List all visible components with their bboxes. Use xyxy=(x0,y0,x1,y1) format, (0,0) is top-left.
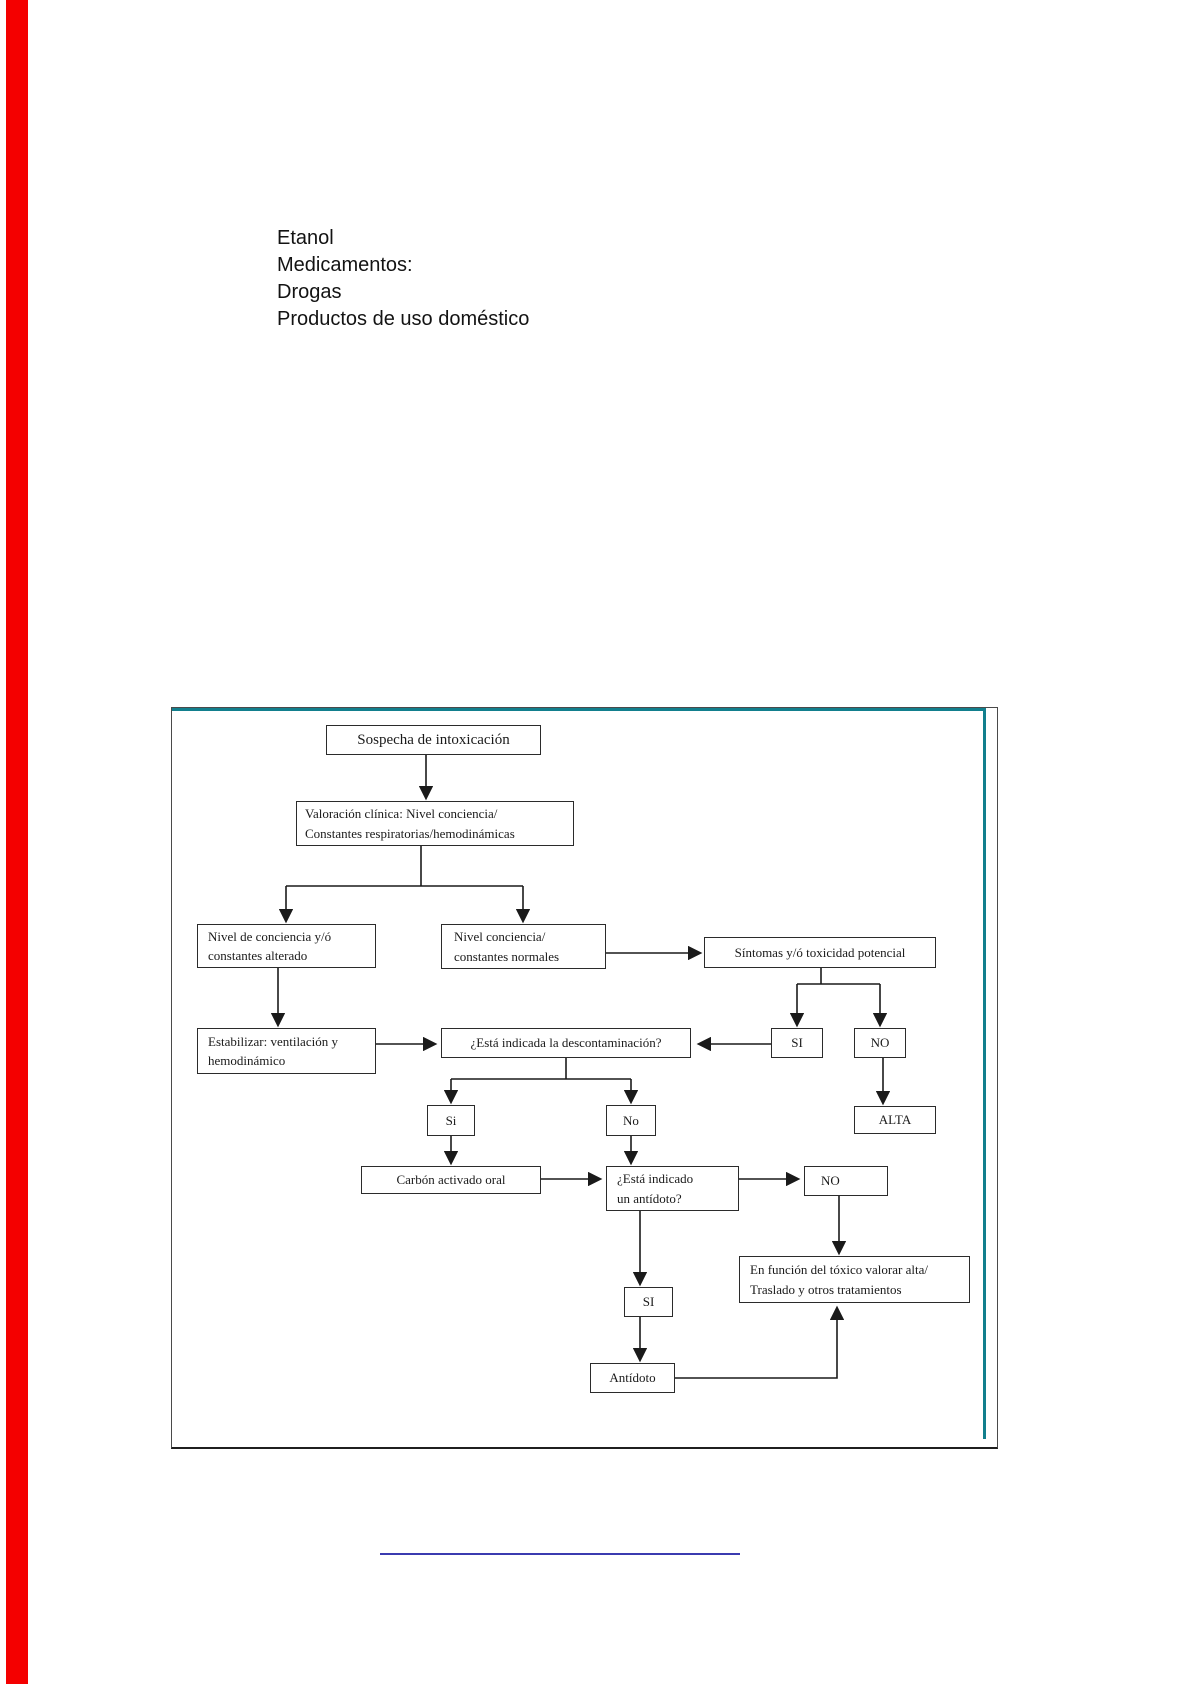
node-label: ALTA xyxy=(878,1112,912,1127)
node-si-mid xyxy=(427,1105,475,1136)
node-label: hemodinámico xyxy=(208,1053,286,1068)
node-label: Nivel conciencia/ xyxy=(454,929,546,944)
node-label: No xyxy=(623,1112,639,1128)
node-si-lower xyxy=(624,1287,673,1317)
node-label: En función del tóxico valorar alta/ xyxy=(750,1262,928,1277)
node-label: NO xyxy=(821,1173,840,1188)
node-nivel-normales xyxy=(441,924,606,969)
node-label: Nivel de conciencia y/ó xyxy=(208,928,332,944)
node-label: NO xyxy=(870,1035,890,1050)
footer-link-underline[interactable] xyxy=(380,1553,740,1555)
node-label: constantes alterado xyxy=(208,948,308,963)
node-en-funcion xyxy=(739,1256,970,1303)
intro-line: Productos de uso doméstico xyxy=(277,308,530,330)
node-si-upper xyxy=(771,1028,823,1058)
node-carbon-activado xyxy=(361,1166,541,1194)
node-label: ¿Está indicada la descontaminación? xyxy=(470,1035,662,1050)
flowchart xyxy=(172,708,997,1447)
intro-line: Medicamentos: xyxy=(277,254,413,276)
left-margin-bar xyxy=(6,0,28,1684)
node-valoracion-clinica xyxy=(296,801,574,846)
node-sintomas xyxy=(704,937,936,968)
node-label: Constantes respiratorias/hemodinámicas xyxy=(305,825,515,841)
node-label: SI xyxy=(791,1035,803,1050)
node-label: ¿Está indicado xyxy=(617,1171,694,1186)
node-label: Antídoto xyxy=(609,1370,656,1385)
node-label: Sospecha de intoxicación xyxy=(357,731,510,748)
node-antidoto xyxy=(590,1363,675,1393)
node-label: un antídoto? xyxy=(617,1190,682,1206)
node-alta xyxy=(854,1106,936,1134)
node-estabilizar xyxy=(197,1028,376,1074)
node-label: Traslado y otros tratamientos xyxy=(750,1281,902,1297)
node-label: Valoración clínica: Nivel conciencia/ xyxy=(305,806,498,821)
intro-line: Drogas xyxy=(277,281,342,303)
node-antidoto-pregunta xyxy=(606,1166,739,1211)
intro-line: Etanol xyxy=(277,227,334,249)
node-label: Estabilizar: ventilación y xyxy=(208,1033,338,1049)
node-descontaminacion xyxy=(441,1028,691,1058)
node-label: SI xyxy=(642,1294,655,1309)
node-no-mid xyxy=(606,1105,656,1136)
node-no-lower xyxy=(804,1166,888,1196)
node-nivel-alterado xyxy=(197,924,376,968)
node-label: Síntomas y/ó toxicidad potencial xyxy=(734,944,906,960)
figure-frame xyxy=(171,707,998,1449)
connector-line xyxy=(675,1308,837,1378)
node-label: constantes normales xyxy=(454,948,560,964)
node-label: Si xyxy=(445,1112,457,1128)
intro-text xyxy=(277,225,529,333)
node-label: Carbón activado oral xyxy=(396,1172,506,1187)
node-sospecha xyxy=(326,725,541,755)
node-no-upper xyxy=(854,1028,906,1058)
